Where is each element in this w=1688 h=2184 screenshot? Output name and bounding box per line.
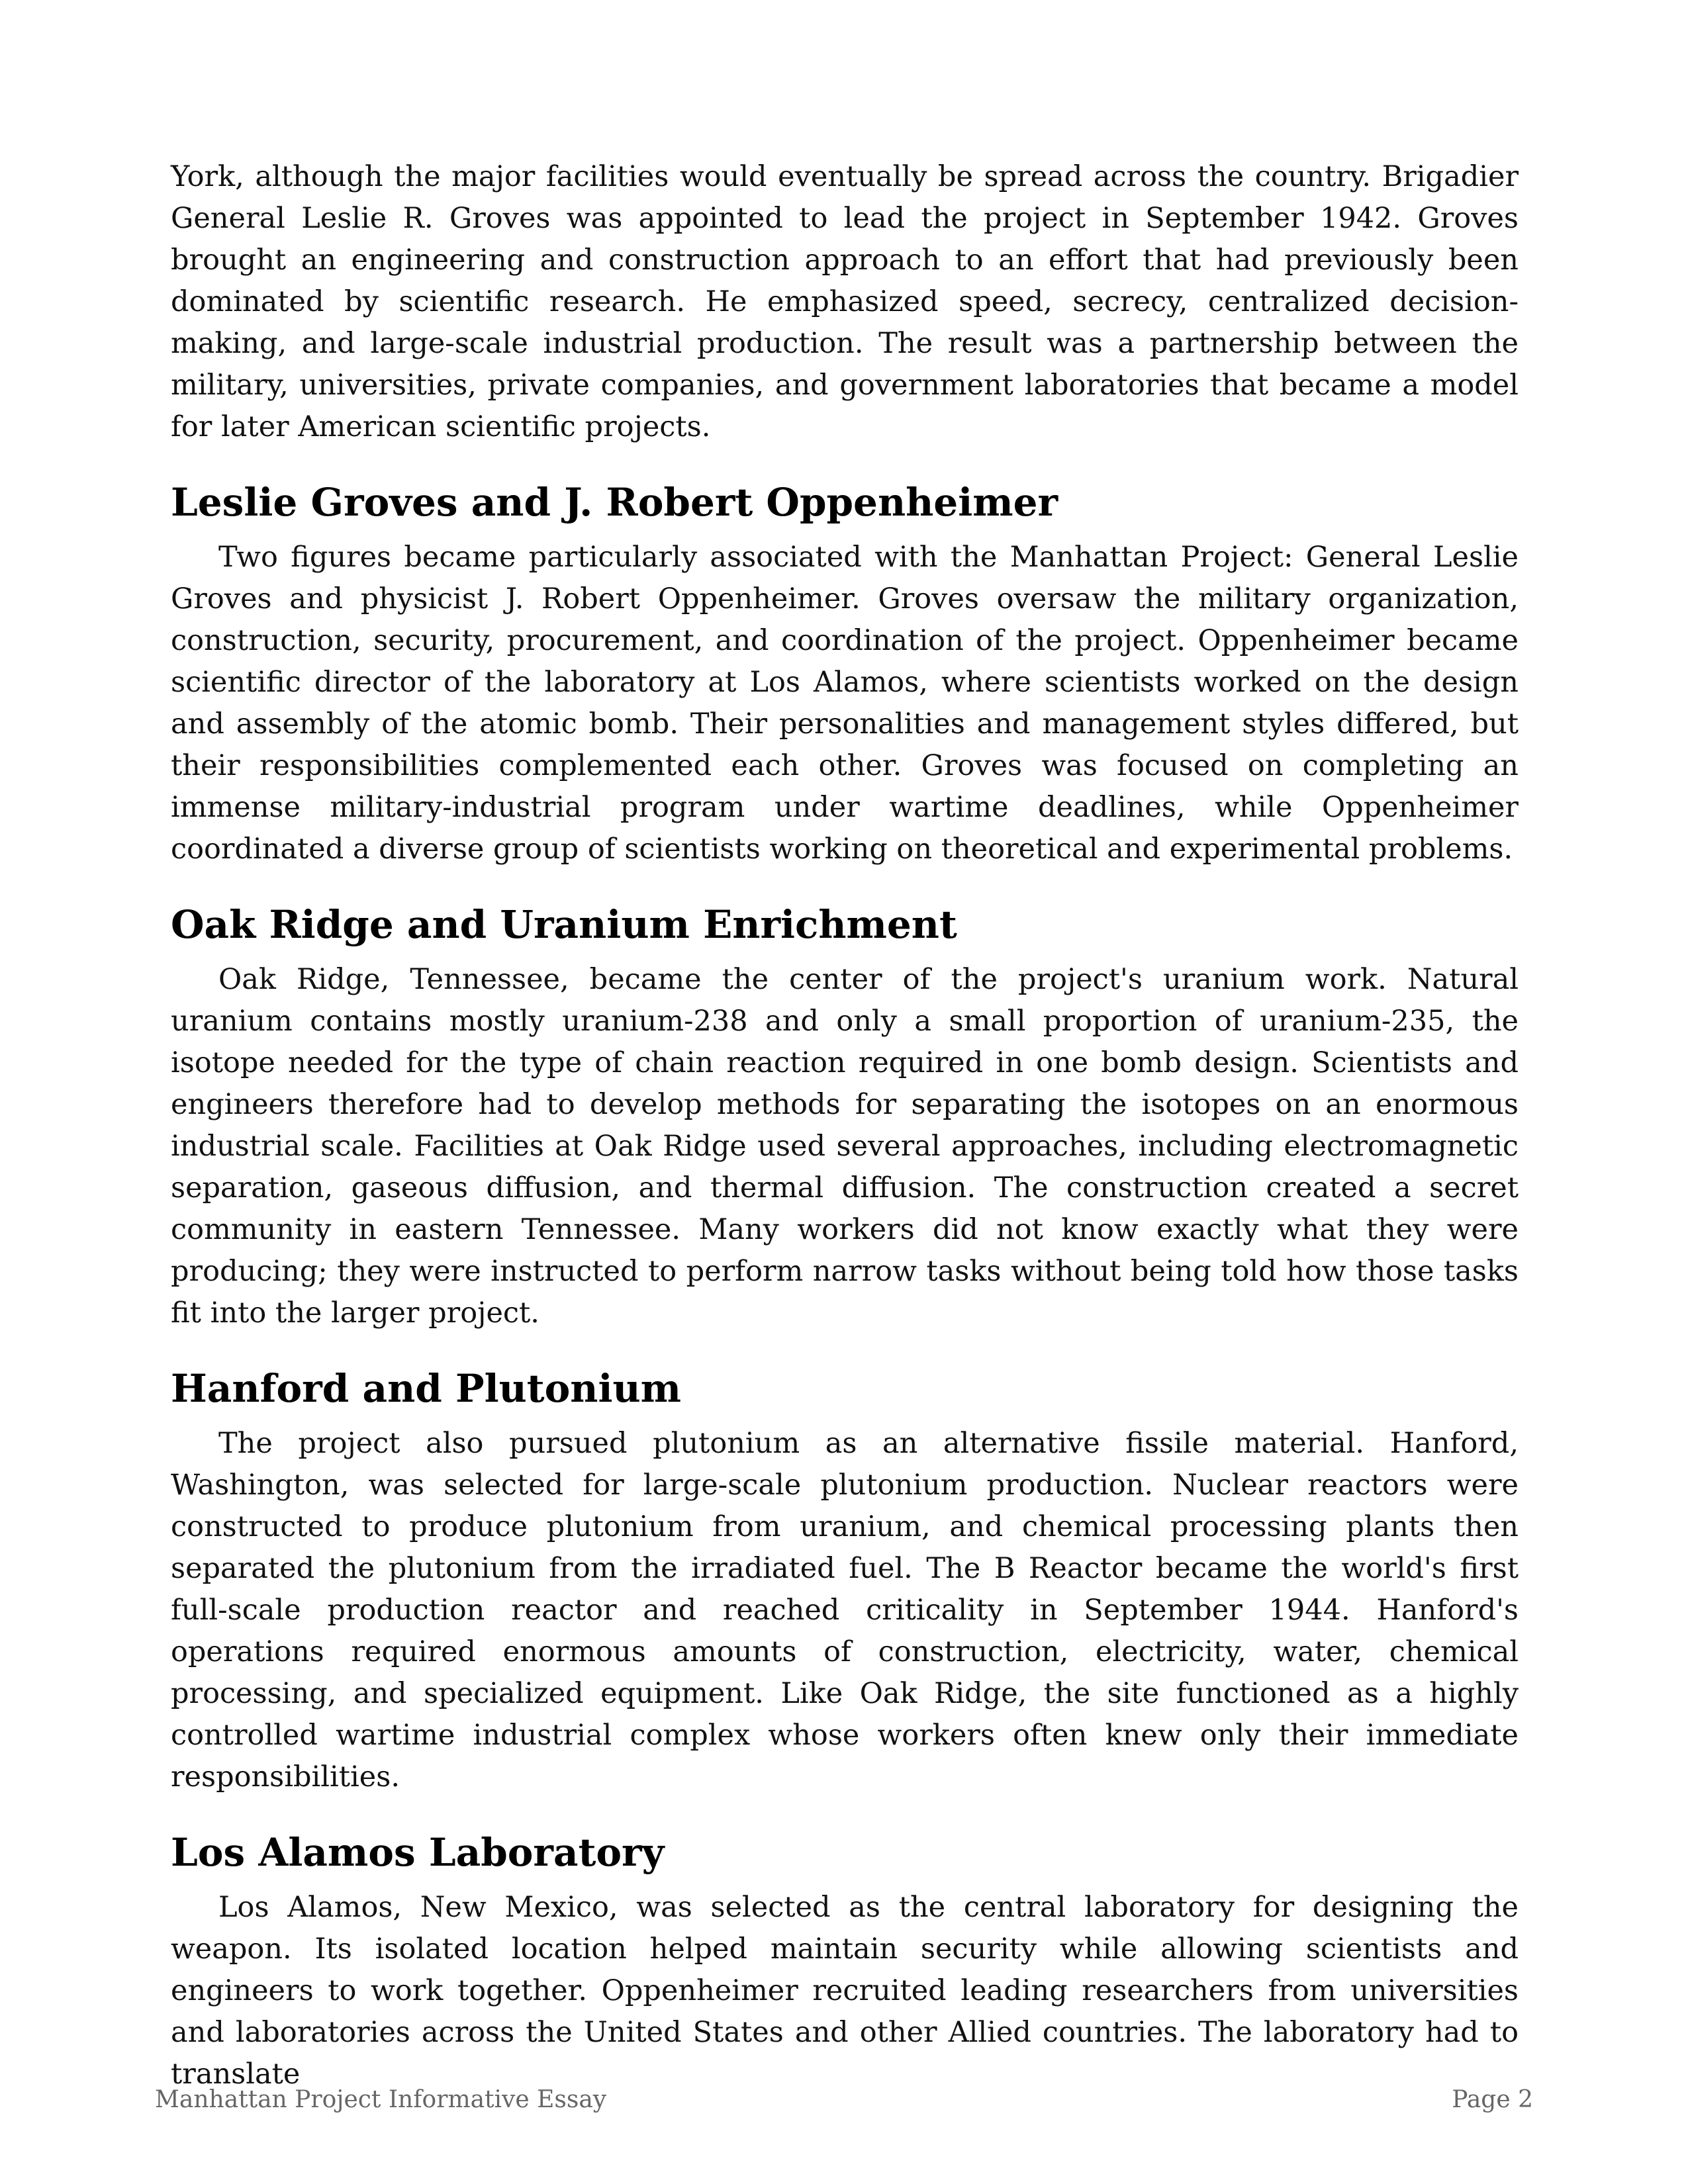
page-footer	[155, 2083, 1533, 2116]
section-body-los-alamos: Los Alamos, New Mexico, was selected as the central laboratory for designing the weapon. Its isolated location helped maintain security while allowing scientists and engineers to work together. Oppenheimer recruited leading researchers from universities and laboratories across the United States and other Allied countries. The laboratory had to translate	[171, 1891, 1519, 2091]
document-body	[171, 156, 1519, 2095]
section-heading-hanford: Hanford and Plutonium	[171, 1366, 682, 1411]
section-body-hanford: The project also pursued plutonium as an alternative fissile material. Hanford, Washington, was selected for large-scale plutonium production. Nuclear reactors were constructed to produce plutonium from uranium, and chemical processing plants then separated the plutonium from the irradiated fuel. The B Reactor became the world's first full-scale production reactor and reached criticality in September 1944. Hanford's operations required enormous amounts of construction, electricity, water, chemical processing, and specialized equipment. Like Oak Ridge, the site functioned as a highly controlled wartime industrial complex whose workers often knew only their immediate responsibilities.	[171, 1427, 1519, 1794]
section-body-groves-oppenheimer: Two figures became particularly associated with the Manhattan Project: General Leslie Groves and physicist J. Robert Oppenheimer. Groves oversaw the military organization, construction, security, procurement, and coordination of the project. Oppenheimer became scientific director of the laboratory at Los Alamos, where scientists worked on the design and assembly of the atomic bomb. Their personalities and management styles differed, but their responsibilities complemented each other. Groves was focused on completing an immense military-industrial program under wartime deadlines, while Oppenheimer coordinated a diverse group of scientists working on theoretical and experimental problems.	[171, 541, 1519, 866]
section-heading-los-alamos: Los Alamos Laboratory	[171, 1830, 665, 1875]
footer-page-number: Page 2	[1452, 2086, 1533, 2113]
section-heading-oak-ridge: Oak Ridge and Uranium Enrichment	[171, 902, 957, 947]
section-body-oak-ridge: Oak Ridge, Tennessee, became the center of the project's uranium work. Natural uranium contains mostly uranium-238 and only a small proportion of uranium-235, the isotope needed for the type of chain reaction required in one bomb design. Scientists and engineers therefore had to develop methods for separating the isotopes on an enormous industrial scale. Facilities at Oak Ridge used several approaches, including electromagnetic separation, gaseous diffusion, and thermal diffusion. The construction created a secret community in eastern Tennessee. Many workers did not know exactly what they were producing; they were instructed to perform narrow tasks without being told how those tasks fit into the larger project.	[171, 963, 1519, 1330]
section-heading-groves-oppenheimer: Leslie Groves and J. Robert Oppenheimer	[171, 480, 1058, 525]
intro-paragraph: York, although the major facilities would eventually be spread across the country. Brigadier General Leslie R. Groves was appointed to lead the project in September 1942. Groves brought an engineering and construction approach to an effort that had previously been dominated by scientific research. He emphasized speed, secrecy, centralized decision-making, and large-scale industrial production. The result was a partnership between the military, universities, private companies, and government laboratories that became a model for later American scientific projects.	[171, 160, 1519, 443]
footer-document-title: Manhattan Project Informative Essay	[155, 2086, 607, 2113]
